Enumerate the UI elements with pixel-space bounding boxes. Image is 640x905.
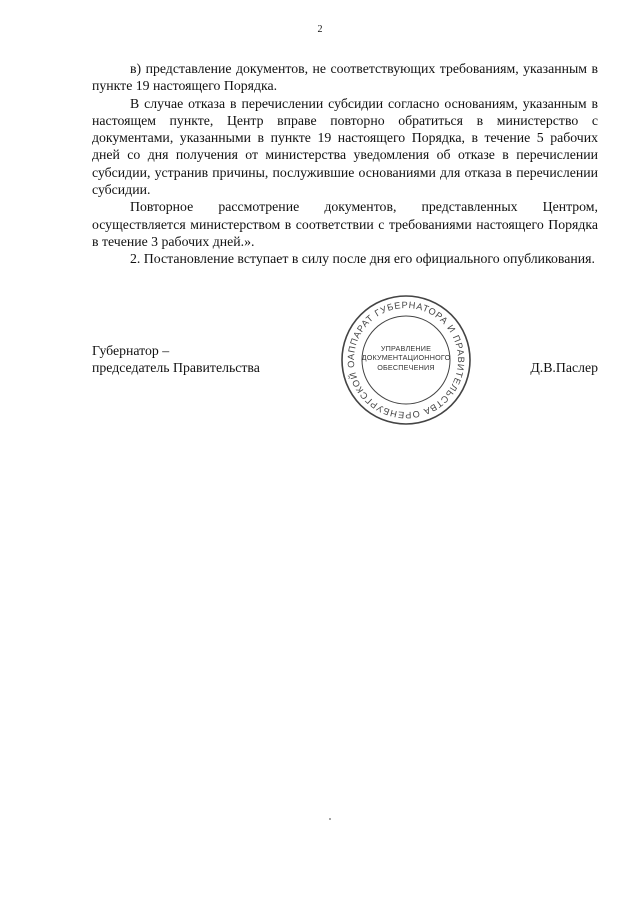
- stamp-center-text: [340, 344, 472, 372]
- signatory-title: [92, 342, 260, 377]
- scan-dot: [329, 818, 331, 820]
- paragraph-refusal-case: В случае отказа в перечислении субсидии согласно основаниям, указанным в настоящем пункте, Центр вправе повторно обратиться в министерство с документами, указанными в пункте 19 настоящего Порядка, в течение 5 рабочих дней со дня получения от министерства уведомления об отказе в перечислении субсидии, устранив причины, послужившие основаниями для отказа в перечислении субсидии.: [92, 95, 598, 198]
- paragraph-clause-v: в) представление документов, не соответствующих требованиям, указанным в пункте 19 настоящего Порядка.: [92, 61, 598, 94]
- document-body: [92, 60, 598, 268]
- signatory-title-line-1: Губернатор –: [92, 343, 170, 358]
- stamp-center-line-1: УПРАВЛЕНИЕ: [380, 344, 432, 353]
- page-number: 2: [317, 24, 323, 35]
- paragraph-entry-into-force: 2. Постановление вступает в силу после дня его официального опубликования.: [130, 251, 595, 267]
- stamp-center-line-3: ОБЕСПЕЧЕНИЯ: [377, 362, 435, 372]
- signatory-title-line-2: председатель Правительства: [92, 360, 260, 376]
- stamp-ring-text: АППАРАТ ГУБЕРНАТОРА И ПРАВИТЕЛЬСТВА ОРЕНБУРГСКОЙ О: [345, 299, 467, 421]
- official-stamp: [340, 294, 472, 426]
- stamp-center-line-2: ДОКУМЕНТАЦИОННОГО: [361, 353, 451, 363]
- paragraph-reconsideration: Повторное рассмотрение документов, представленных Центром, осуществляется министерством в соответствии с требованиями настоящего Порядка в течение 3 рабочих дней.».: [92, 199, 598, 249]
- signer-name: Д.В.Паслер: [530, 360, 598, 375]
